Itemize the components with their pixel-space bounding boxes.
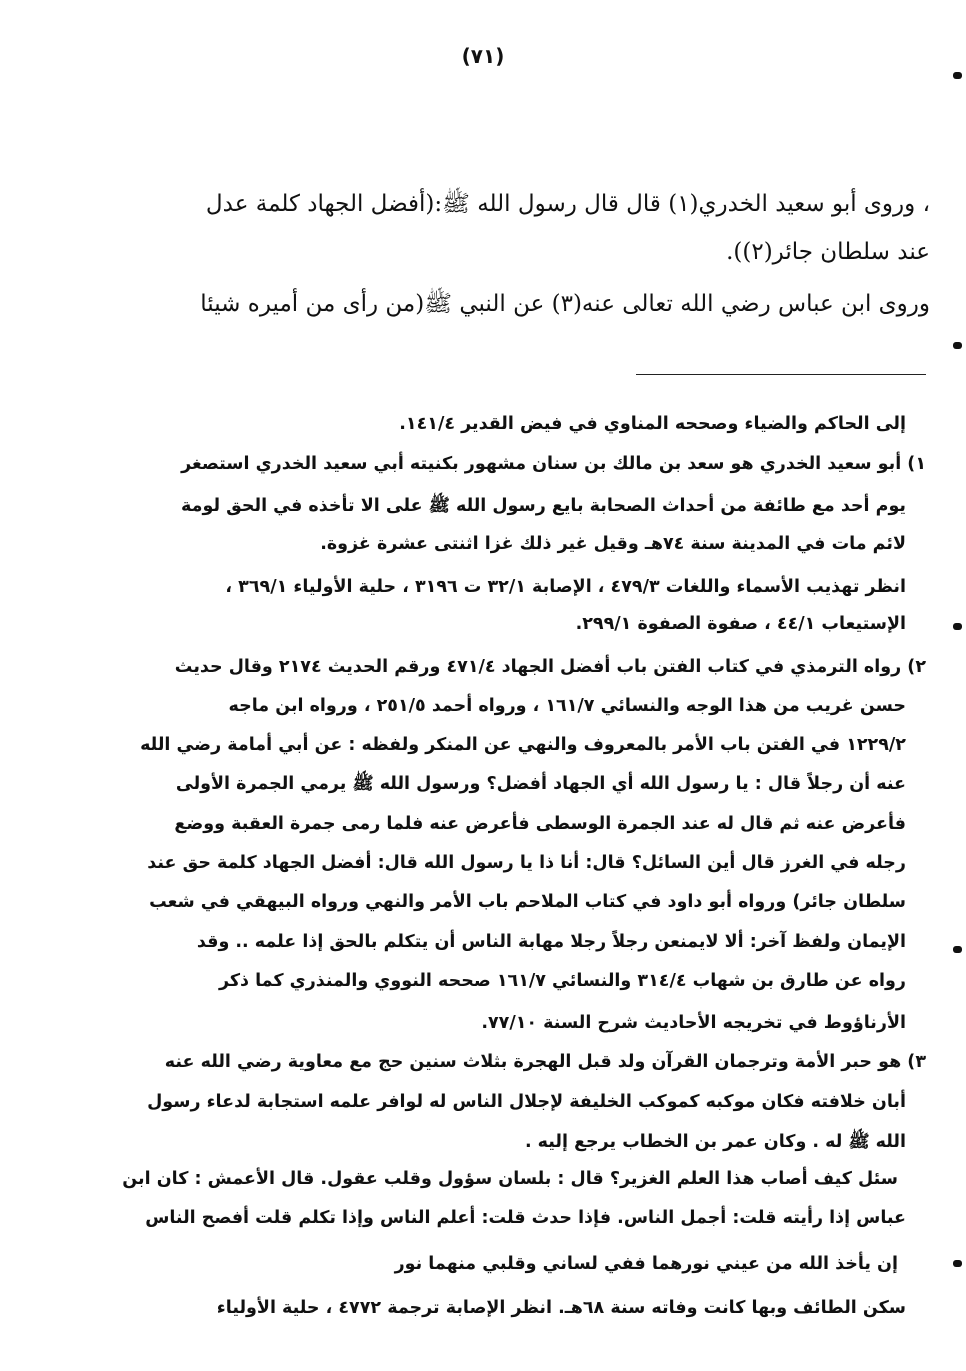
footnote-separator [636,374,926,375]
footnote-line: رواه عن طارق بن شهاب ٣١٤/٤ والنسائي ١٦١/٧ صححه النووي والمنذري كما ذكر [218,971,906,991]
footnote-line: لائم مات في المدينة سنة ٧٤هـ وقيل غير ذلك غزا اثنتى عشرة غزوة. [320,534,906,554]
footnote-line: رجله في الغرز قال أين السائل؟ قال: أنا ذا يا رسول الله قال: أفضل الجهاد كلمة حق عند [147,853,906,873]
footnote-line: سئل كيف أصاب هذا العلم الغزير؟ قال : بلسان سؤول وقلب عقول. قال الأعمش : كان ابن [122,1169,898,1189]
footnote-line: فأعرض عنه ثم قال له عند الجمرة الوسطى فأعرض عنه فلما رمى جمرة العقبة ووضع [174,814,906,834]
footnote-line: انظر تهذيب الأسماء واللغات ٤٧٩/٣ ، الإصابة ٣٢/١ ت ٣١٩٦ ، حلية الأولياء ٣٦٩/١ ، [225,577,906,597]
footnote-line: ٢) رواه الترمذي في كتاب الفتن باب أفضل الجهاد ٤٧١/٤ ورقم الحديث ٢١٧٤ وقال حديث [174,657,926,677]
footnote-line: ١) أبو سعيد الخدري هو سعد بن مالك بن سنان مشهور بكنيته أبي سعيد الخدري استصغر [181,454,926,474]
page-number: (٧١) [461,44,505,68]
main-text-line-1: ، وروى أبو سعيد الخدري(١) قال قال رسول الله ﷺ:(أفضل الجهاد كلمة عدل [205,191,930,217]
margin-mark [953,342,962,349]
footnote-line: سلطان جائر) ورواه أبو داود في كتاب الملاحم باب الأمر والنهي ورواه البيهقي في شعب [149,892,906,912]
footnote-line: عنه أن رجلاً قال : يا رسول الله أي الجهاد أفضل؟ ورسول الله ﷺ يرمي الجمرة الأولى [175,774,906,794]
margin-mark [953,1260,962,1267]
footnote-line: ٣) هو حبر الأمة وترجمان القرآن ولد قبل الهجرة بثلاث سنين حج مع معاوية رضي الله عنه [164,1052,926,1072]
footnote-line: ١٢٢٩/٢ في الفتن باب الأمر بالمعروف والنهي عن المنكر ولفظه : عن أبي أمامة رضي الله [140,735,906,755]
footnote-line: إلى الحاكم والضياء وصححه المناوي في فيض القدير ١٤١/٤. [399,414,906,434]
footnote-line: الإيمان ولفظ آخر: ألا لايمنعن رجلاً رجلا مهابة الناس أن يتكلم بالحق إذا علمه .. وقد [196,932,906,952]
footnote-line: أبان خلافته فكان موكبه كموكب الخليفة لإجلال الناس له لوافر علمه استجابة لدعاء رسول [147,1092,906,1112]
footnote-line: الأرناؤوط في تخريجه الأحاديث شرح السنة ٧٧/١٠. [481,1013,906,1033]
footnote-line: سكن الطائف وبها كانت وفاته سنة ٦٨هـ. انظر الإصابة ترجمة ٤٧٧٢ ، حلية الأولياء [216,1298,906,1318]
footnote-line: حسن غريب من هذا الوجه والنسائي ١٦١/٧ ، ورواه أحمد ٢٥١/٥ ، ورواه ابن ماجه [228,696,906,716]
footnote-line: عباس إذا رأيته قلت: أجمل الناس. فإذا حدث قلت: أعلم الناس وإذا تكلم قلت أفصح الناس [145,1208,906,1228]
footnote-line: الله ﷺ له . وكان عمر بن الخطاب يرجع إليه . [524,1132,906,1152]
footnote-line: يوم أحد مع طائفة من أحداث الصحابة بايع رسول الله ﷺ على الا تأخذه في الحق لومة [181,496,906,516]
main-text-line-2: عند سلطان جائر(٢)). [726,239,930,265]
main-text-line-3: وروى ابن عباس رضي الله تعالى عنه(٣) عن النبي ﷺ(من رأى من أميره شيئا [200,291,930,317]
margin-mark [953,623,962,630]
margin-mark [953,946,962,953]
footnote-verse: إن يأخذ الله من عيني نورهما ففي لساني وقلبي منهما نور [394,1254,898,1274]
footnote-line: الإستيعاب ٤٤/١ ، صفوة الصفوة ٢٩٩/١. [575,614,906,634]
margin-mark [953,72,962,79]
